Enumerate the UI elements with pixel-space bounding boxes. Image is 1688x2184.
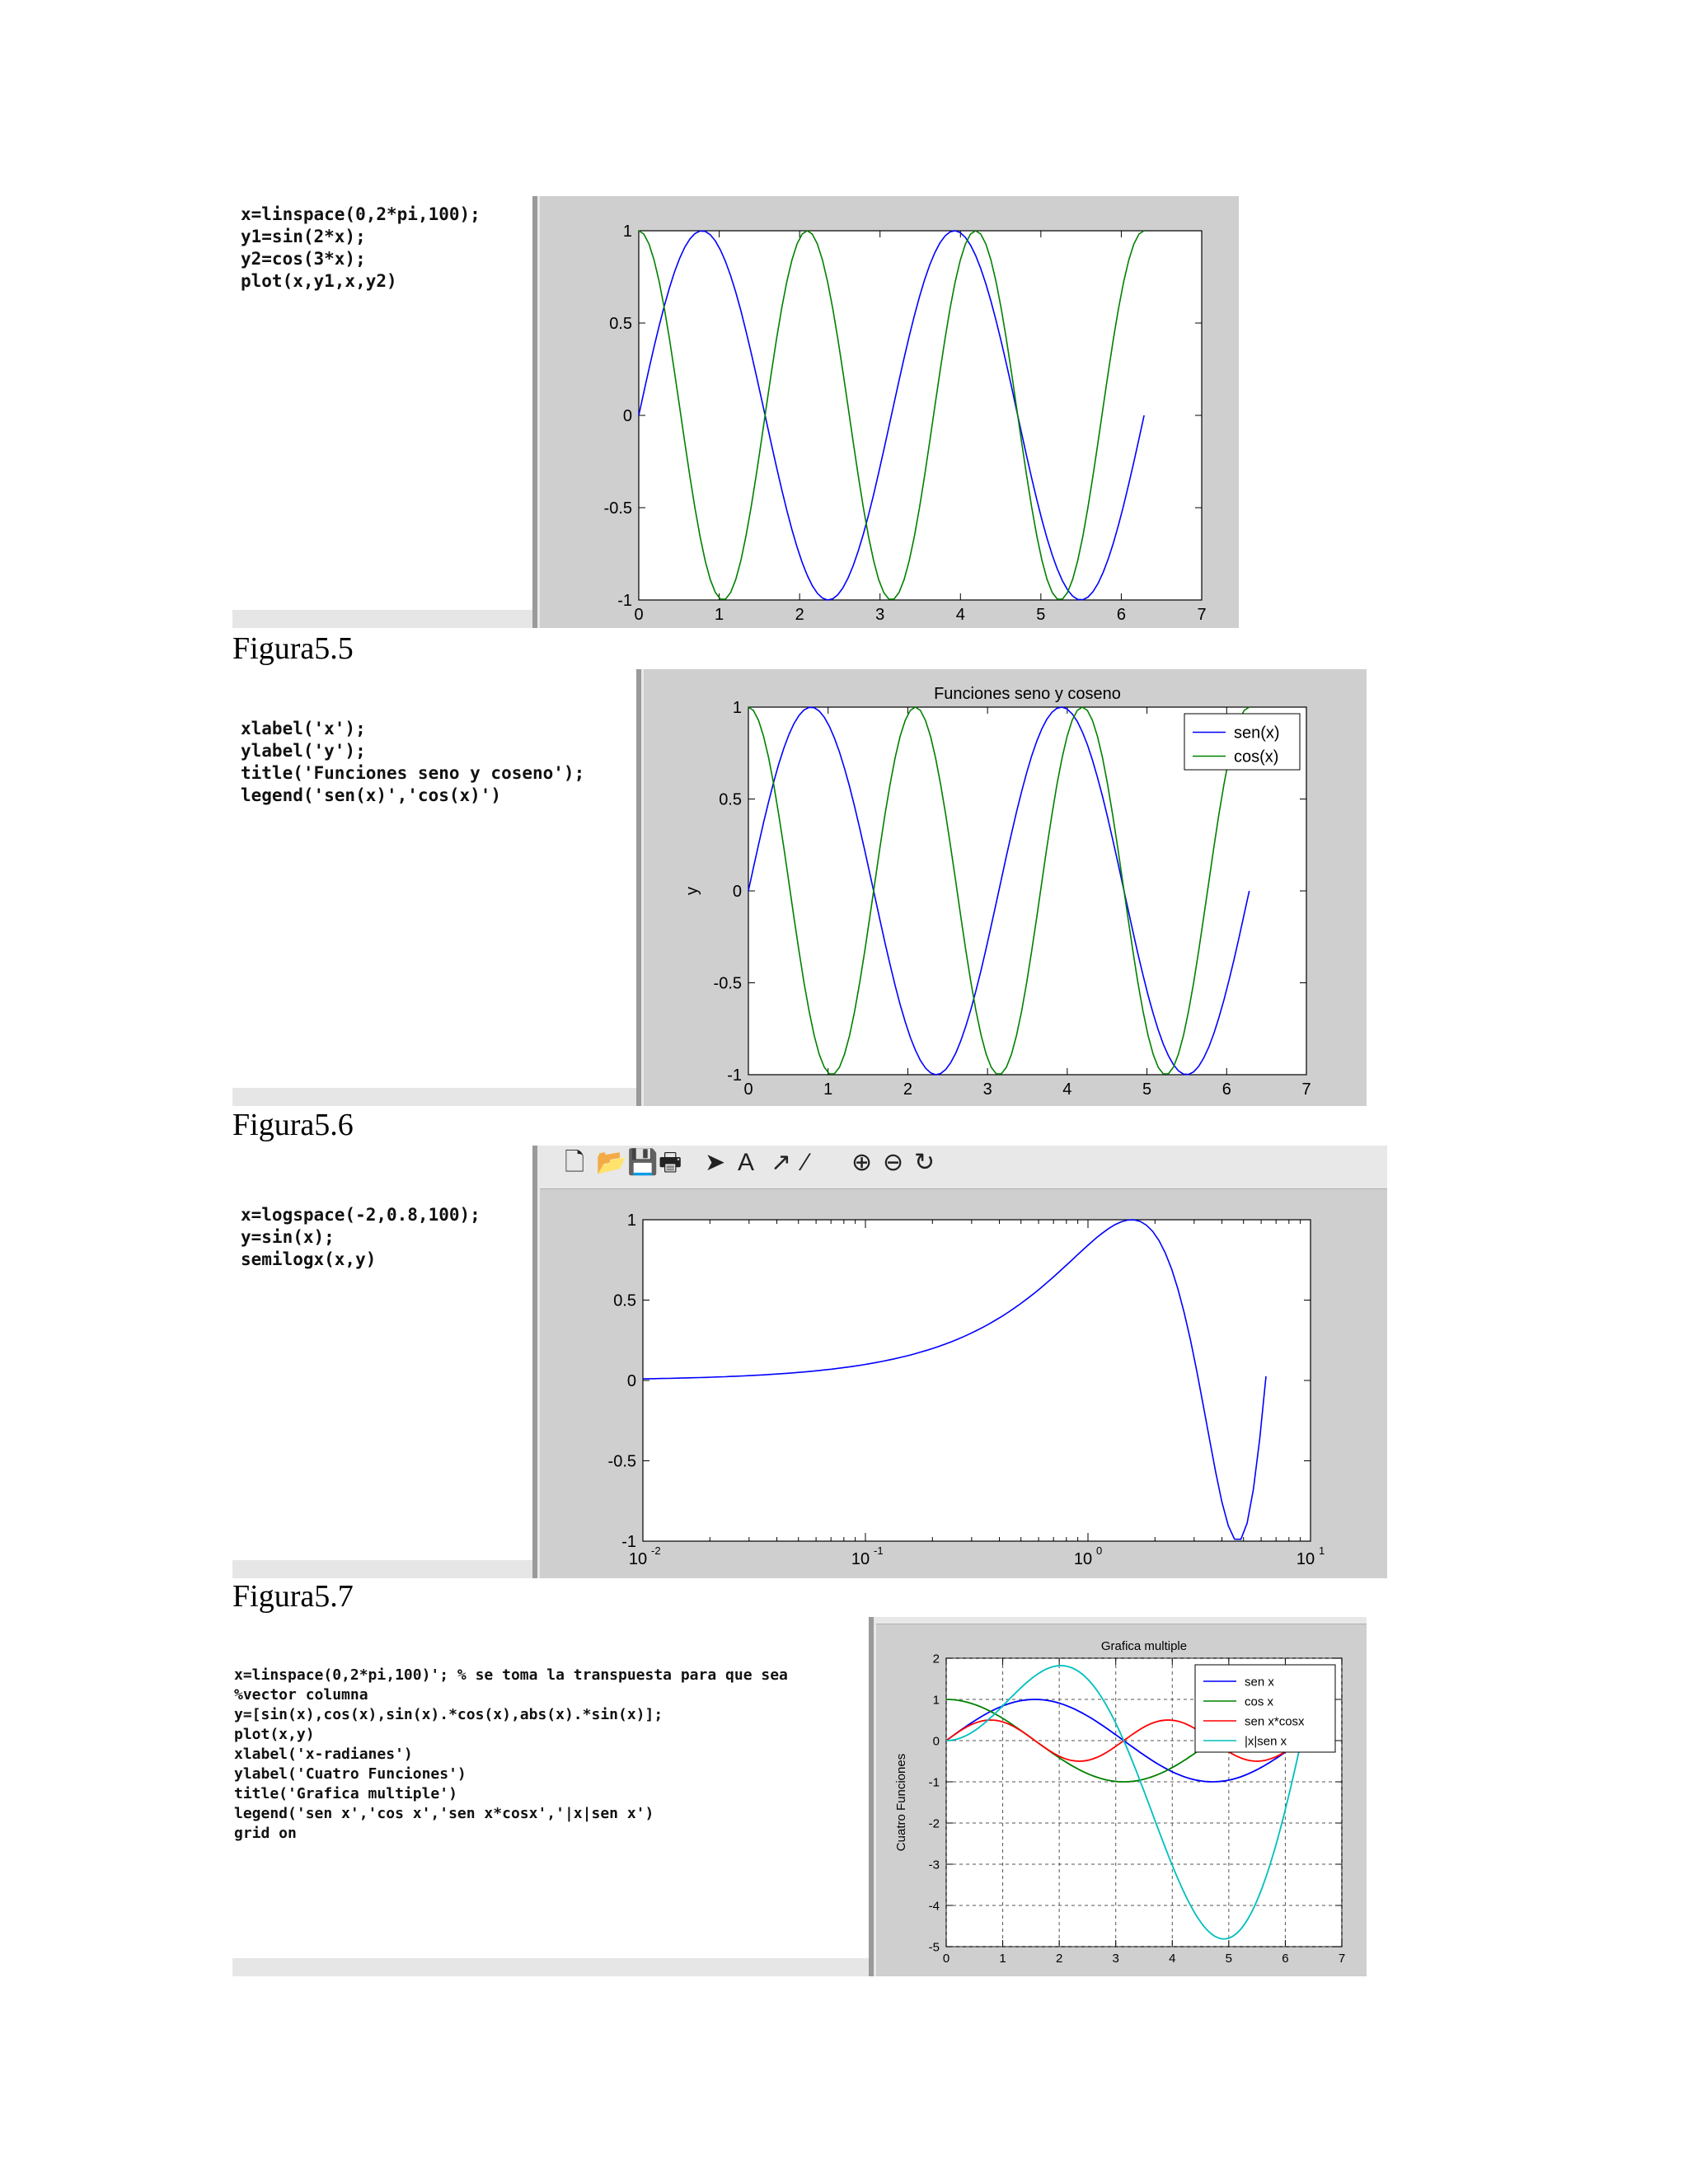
zoom-out-icon[interactable]: ⊖	[883, 1149, 904, 1176]
figure-toolbar-partial	[876, 1617, 1367, 1624]
save-icon[interactable]: 💾	[627, 1149, 659, 1176]
x-tick-label: 3	[1112, 1952, 1119, 1966]
y-tick-label: -4	[928, 1899, 940, 1914]
code-panel-scrollbar[interactable]	[232, 610, 532, 628]
x-tick-label: 7	[1301, 1080, 1311, 1099]
y-tick-label: 0.5	[613, 1291, 636, 1310]
text-icon[interactable]: A	[738, 1149, 755, 1176]
code-line: x=linspace(0,2*pi,100)'; % se toma la transpuesta para que sea	[234, 1666, 788, 1684]
code-panel-3	[232, 1146, 532, 1578]
y-tick-label: 1	[622, 223, 632, 241]
code-line: title('Funciones seno y coseno');	[241, 763, 585, 783]
code-line: semilogx(x,y)	[241, 1249, 377, 1269]
line-chart-2	[644, 669, 1367, 1106]
code-panel-scrollbar[interactable]	[232, 1088, 636, 1106]
code-line: plot(x,y)	[234, 1726, 315, 1743]
y-tick-label: -1	[727, 1066, 742, 1085]
code-panel-2	[232, 669, 636, 1106]
x-tick-label: 5	[1036, 606, 1046, 624]
y-tick-label: 0	[622, 407, 632, 425]
figure-window-4	[876, 1617, 1367, 1976]
open-folder-icon[interactable]: 📂	[596, 1149, 627, 1176]
y-tick-label: -1	[928, 1775, 940, 1790]
y-tick-label: -0.5	[713, 974, 742, 993]
x-tick-label: 3	[875, 606, 885, 624]
code-line: %vector columna	[234, 1686, 368, 1704]
code-panel-1	[232, 196, 532, 628]
plot-area	[639, 231, 1202, 600]
code-line: y2=cos(3*x);	[241, 249, 366, 269]
code-line: plot(x,y1,x,y2)	[241, 271, 397, 291]
zoom-in-icon[interactable]: ⊕	[851, 1149, 873, 1176]
x-tick-exponent: 0	[1096, 1544, 1103, 1557]
multi-line-chart	[876, 1617, 1367, 1976]
legend-label: sen x	[1245, 1675, 1274, 1690]
x-tick-label: 5	[1225, 1952, 1233, 1966]
x-tick-label: 4	[1169, 1952, 1176, 1966]
y-tick-label: -0.5	[607, 1452, 636, 1471]
y-tick-label: -5	[928, 1940, 940, 1955]
x-tick-label: 0	[942, 1952, 950, 1966]
x-tick-label: 10	[1296, 1550, 1315, 1568]
x-tick-label: 5	[1142, 1080, 1152, 1099]
x-tick-exponent: -2	[651, 1544, 661, 1557]
rotate-icon[interactable]: ↻	[914, 1149, 935, 1176]
figure-window-2	[644, 669, 1367, 1106]
caption-figura-5-5: Figura5.5	[232, 631, 354, 666]
arrow-icon[interactable]: ↗	[771, 1149, 792, 1176]
y-tick-label: 1	[932, 1693, 940, 1708]
x-tick-label: 0	[634, 606, 644, 624]
legend-label: sen(x)	[1234, 724, 1280, 743]
caption-figura-5-6: Figura5.6	[232, 1108, 354, 1142]
x-tick-label: 10	[628, 1550, 648, 1568]
line-chart-1	[540, 196, 1239, 628]
code-line: xlabel('x');	[241, 719, 366, 738]
y-tick-label: -2	[928, 1816, 940, 1831]
code-line: grid on	[234, 1825, 297, 1842]
x-tick-label: 1	[999, 1952, 1006, 1966]
x-tick-label: 7	[1338, 1952, 1346, 1966]
code-line: title('Grafica multiple')	[234, 1785, 457, 1802]
x-tick-label: 7	[1197, 606, 1207, 624]
x-tick-exponent: -1	[874, 1544, 884, 1557]
semilog-chart	[540, 1146, 1387, 1578]
legend-label: sen x*cosx	[1245, 1714, 1305, 1729]
code-line: legend('sen(x)','cos(x)')	[241, 785, 502, 805]
y-tick-label: -3	[928, 1858, 940, 1872]
line-icon[interactable]: ⁄	[804, 1149, 809, 1176]
x-tick-label: 4	[955, 606, 965, 624]
y-tick-label: 1	[732, 699, 742, 717]
x-tick-label: 6	[1282, 1952, 1289, 1966]
legend-label: cos(x)	[1234, 748, 1279, 766]
code-panel-4	[232, 1617, 869, 1976]
y-tick-label: -0.5	[603, 499, 632, 518]
code-line: x=logspace(-2,0.8,100);	[241, 1205, 481, 1225]
x-tick-label: 4	[1062, 1080, 1072, 1099]
x-tick-label: 2	[1055, 1952, 1063, 1966]
legend-label: cos x	[1245, 1694, 1274, 1709]
y-tick-label: 0	[732, 883, 742, 901]
chart-title: Funciones seno y coseno	[934, 685, 1121, 703]
figure-window-3	[540, 1146, 1387, 1578]
y-tick-label: 0.5	[719, 790, 742, 809]
caption-figura-5-7: Figura5.7	[232, 1579, 354, 1614]
code-line: x=linspace(0,2*pi,100);	[241, 204, 481, 224]
y-tick-label: 0	[932, 1734, 940, 1749]
x-tick-label: 1	[823, 1080, 833, 1099]
code-line: legend('sen x','cos x','sen x*cosx','|x|sen x')	[234, 1805, 654, 1822]
y-tick-label: -1	[617, 592, 632, 610]
y-axis-label: y	[683, 887, 701, 895]
x-tick-label: 2	[903, 1080, 912, 1099]
x-tick-exponent: 1	[1319, 1544, 1325, 1557]
code-line: ylabel('y');	[241, 741, 366, 761]
y-tick-label: 1	[626, 1212, 636, 1230]
code-panel-scrollbar[interactable]	[232, 1958, 869, 1976]
plot-area	[643, 1220, 1311, 1541]
x-tick-label: 10	[1073, 1550, 1093, 1568]
x-tick-label: 6	[1221, 1080, 1231, 1099]
pointer-icon[interactable]: ➤	[705, 1149, 726, 1176]
x-tick-label: 2	[795, 606, 804, 624]
y-tick-label: 0.5	[609, 315, 632, 333]
code-line: y=[sin(x),cos(x),sin(x).*cos(x),abs(x).*sin(x)];	[234, 1706, 663, 1723]
y-axis-label: Cuatro Funciones	[894, 1753, 908, 1852]
chart-title: Grafica multiple	[1100, 1639, 1188, 1653]
figure-window-1	[540, 196, 1239, 628]
x-tick-label: 0	[743, 1080, 753, 1099]
y-tick-label: -1	[621, 1533, 636, 1551]
y-tick-label: 2	[932, 1652, 940, 1666]
x-tick-label: 1	[715, 606, 724, 624]
x-tick-label: 6	[1116, 606, 1126, 624]
figure-toolbar	[540, 1146, 1387, 1189]
y-tick-label: 0	[626, 1372, 636, 1390]
code-line: xlabel('x-radianes')	[234, 1746, 413, 1763]
x-tick-label: 10	[851, 1550, 870, 1568]
legend-label: |x|sen x	[1245, 1734, 1287, 1749]
code-line: y1=sin(2*x);	[241, 227, 366, 246]
code-line: ylabel('Cuatro Funciones')	[234, 1765, 467, 1783]
x-tick-label: 3	[982, 1080, 992, 1099]
code-line: y=sin(x);	[241, 1227, 335, 1247]
print-icon[interactable]: 🖶	[659, 1149, 682, 1176]
new-file-icon[interactable]: 🗋	[565, 1149, 585, 1176]
code-panel-scrollbar[interactable]	[232, 1560, 532, 1578]
